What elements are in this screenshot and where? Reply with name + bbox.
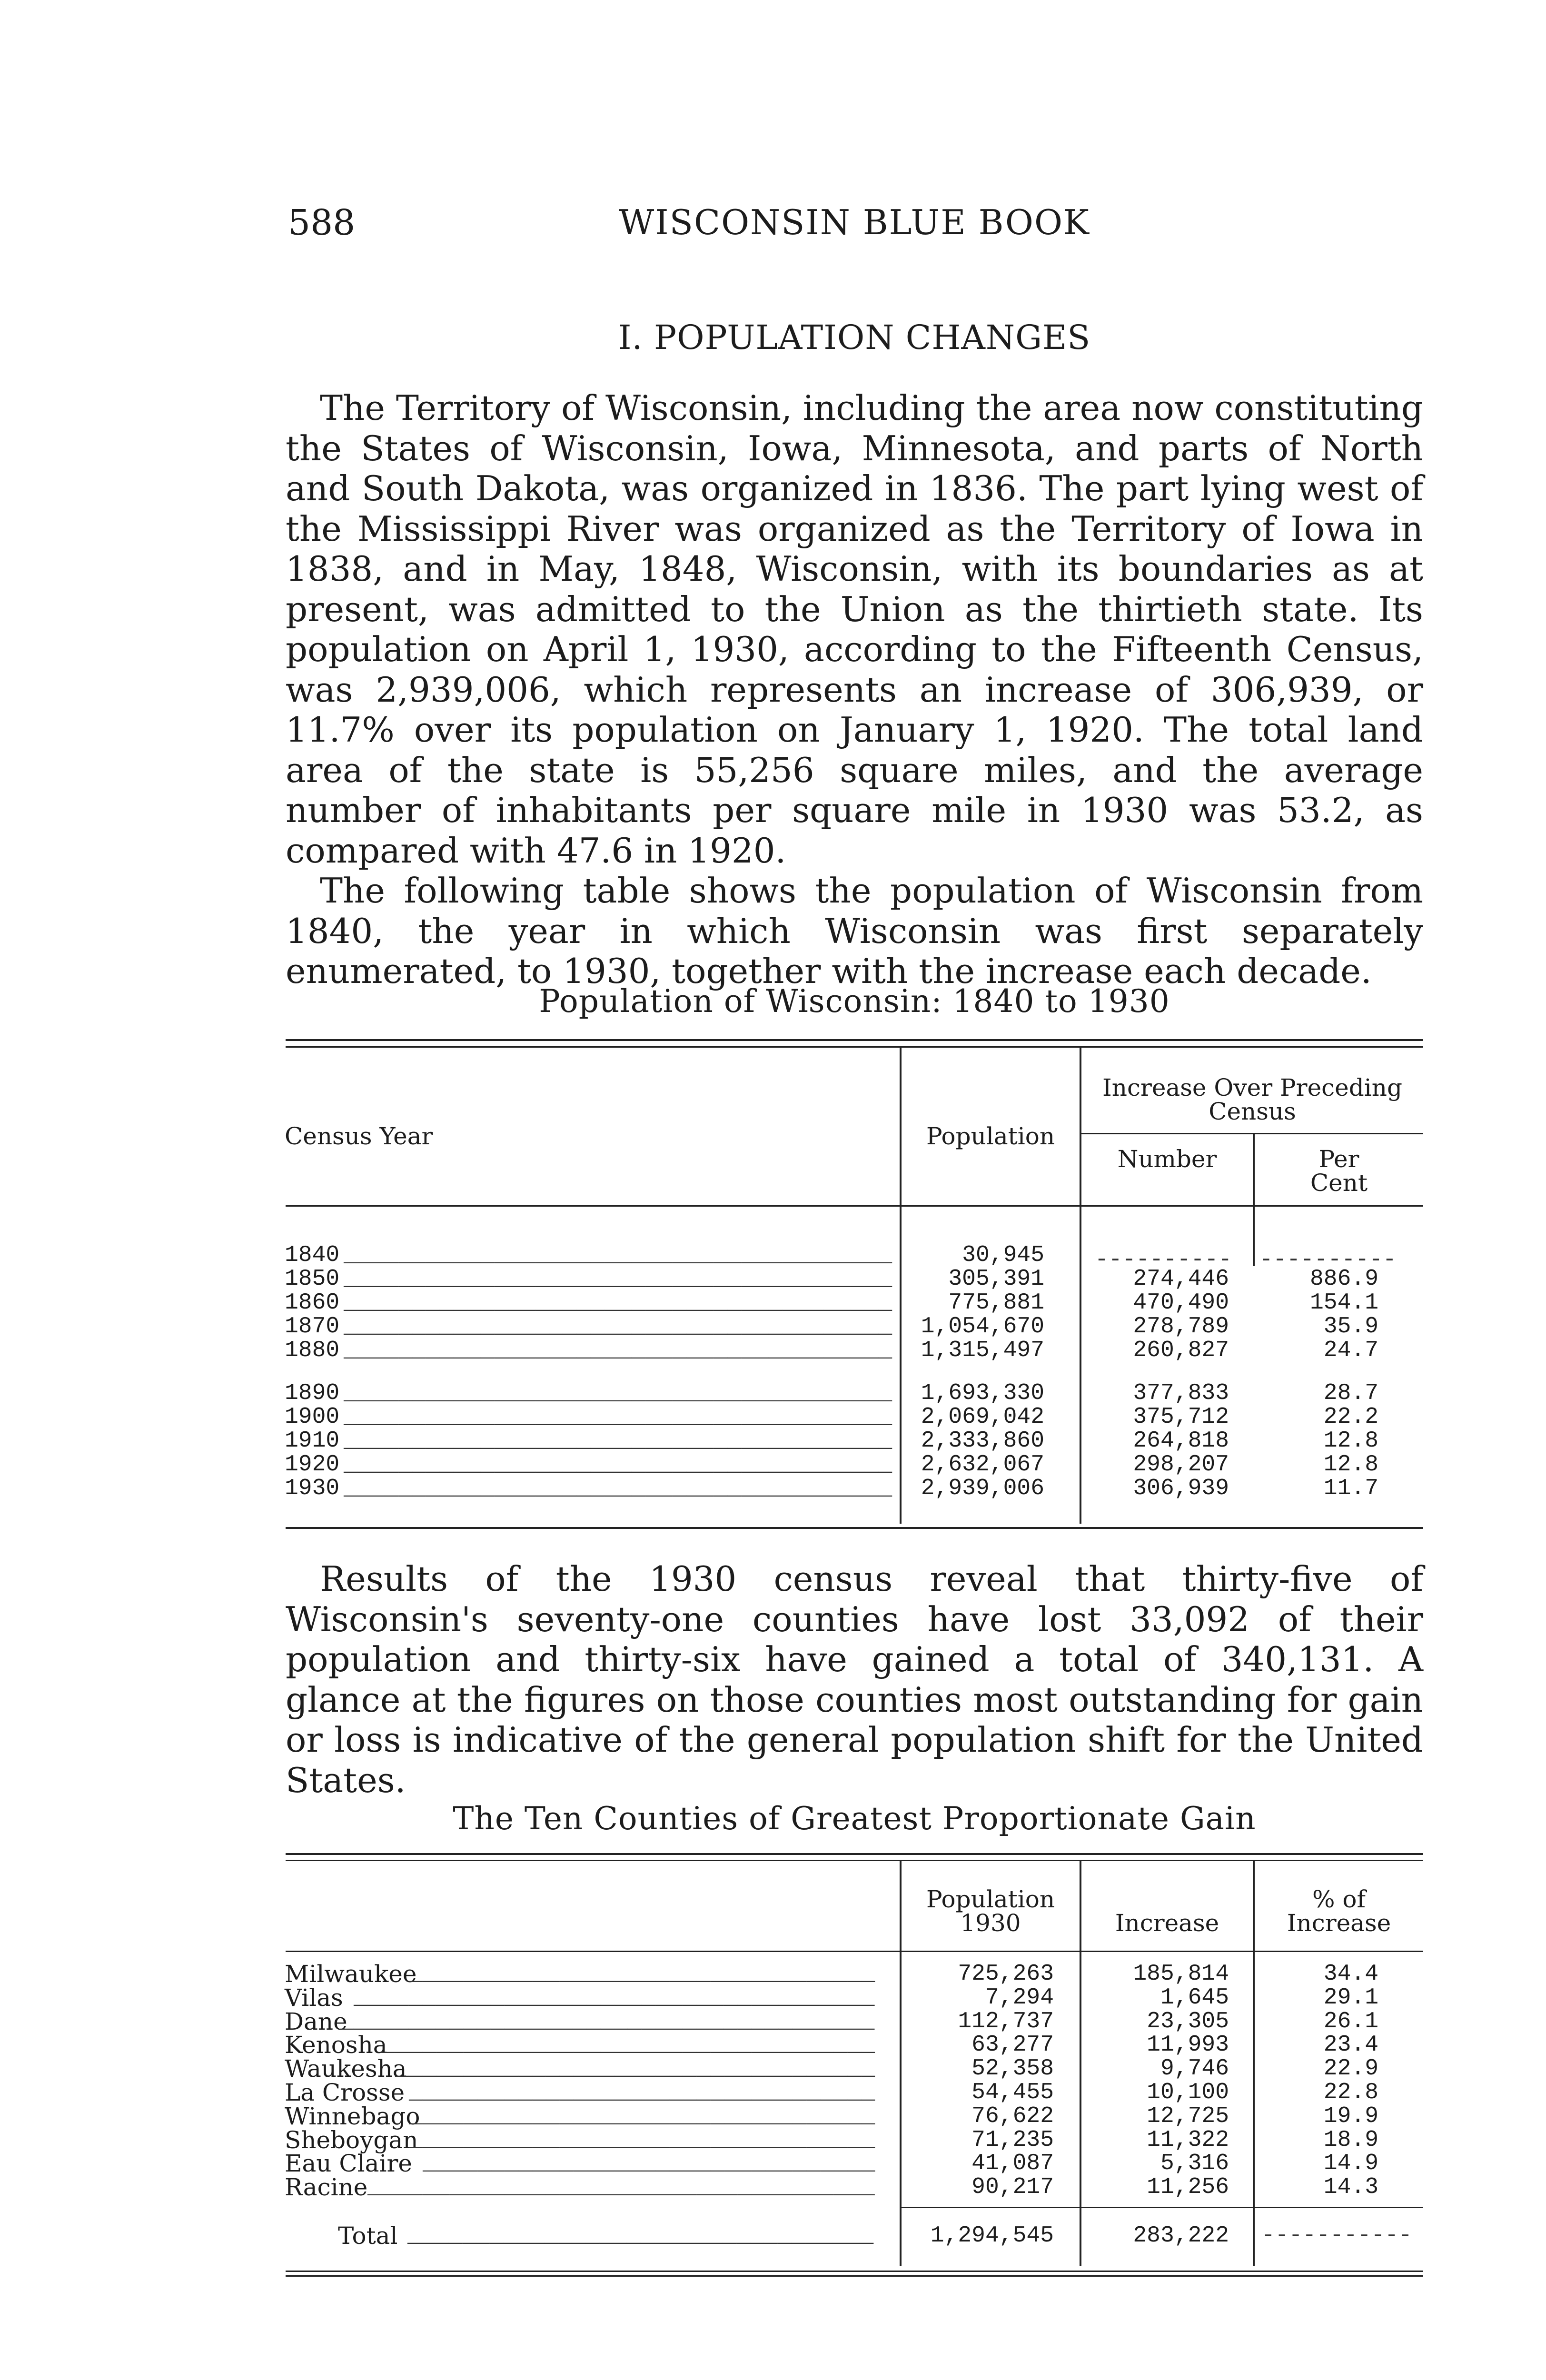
population-value: 775,881 bbox=[948, 1290, 1044, 1316]
table-row bbox=[0, 2150, 1546, 2178]
county-population: 90,217 bbox=[971, 2174, 1054, 2201]
dot-leader: ________________________________________ bbox=[344, 1314, 892, 1339]
population-value: 2,939,006 bbox=[921, 1476, 1044, 1501]
increase-percent: 886.9 bbox=[1309, 1266, 1378, 1292]
table2-bottom-rule-2 bbox=[286, 2275, 1423, 2277]
population-value: 1,693,330 bbox=[921, 1380, 1044, 1406]
intro-text bbox=[286, 388, 1423, 992]
census-year: 1920 bbox=[285, 1452, 340, 1478]
county-name: Waukesha bbox=[285, 2055, 407, 2083]
table2-col-increase: Increase bbox=[1115, 1909, 1219, 1937]
table1-top-rule bbox=[286, 1039, 1423, 1041]
county-increase: 11,993 bbox=[1147, 2032, 1229, 2058]
dot-leader: ___________________________________ bbox=[395, 2056, 875, 2082]
dot-leader: _____________________________________ bbox=[367, 2174, 875, 2201]
county-percent: 29.1 bbox=[1323, 1984, 1378, 2011]
page-header bbox=[288, 202, 1421, 255]
dot-leader: ________________________________________ bbox=[344, 1452, 892, 1478]
county-increase: 9,746 bbox=[1160, 2056, 1229, 2082]
table-row bbox=[0, 1429, 1546, 1453]
table-row bbox=[0, 1291, 1546, 1315]
population-value: 2,632,067 bbox=[921, 1452, 1044, 1478]
increase-percent: 11.7 bbox=[1323, 1476, 1378, 1501]
dot-leader: ________________________________________ bbox=[344, 1428, 892, 1454]
dot-leader: __________________________________ bbox=[409, 2103, 875, 2129]
table1-col-census-year: Census Year bbox=[285, 1122, 433, 1150]
table2-total-row bbox=[0, 2224, 1546, 2248]
census-year: 1890 bbox=[285, 1380, 340, 1406]
increase-number: 306,939 bbox=[1133, 1476, 1229, 1501]
increase-percent: 24.7 bbox=[1323, 1338, 1378, 1363]
table-row bbox=[0, 1405, 1546, 1429]
census-year: 1930 bbox=[285, 1476, 340, 1501]
table-row bbox=[0, 1381, 1546, 1405]
table2-top-rule bbox=[286, 1853, 1423, 1855]
county-percent: 34.4 bbox=[1323, 1961, 1378, 1987]
county-population: 76,622 bbox=[971, 2103, 1054, 2129]
county-percent: 26.1 bbox=[1323, 2008, 1378, 2034]
total-increase: 283,222 bbox=[1133, 2223, 1229, 2249]
dot-leader: ____________________________________ bbox=[381, 2032, 875, 2058]
county-population: 41,087 bbox=[971, 2151, 1054, 2177]
total-percent-dash: ----------- bbox=[1261, 2223, 1412, 2249]
county-percent: 14.3 bbox=[1323, 2174, 1378, 2201]
table1-col-increase-group: Increase Over Preceding Census bbox=[1102, 1074, 1402, 1125]
increase-number: 375,712 bbox=[1133, 1404, 1229, 1430]
county-percent: 23.4 bbox=[1323, 2032, 1378, 2058]
table1-col-per-cent: Per Cent bbox=[1310, 1145, 1368, 1197]
section-title: I. POPULATION CHANGES bbox=[618, 318, 1091, 357]
census-year: 1910 bbox=[285, 1428, 340, 1454]
county-name: Eau Claire bbox=[285, 2150, 412, 2178]
county-increase: 12,725 bbox=[1147, 2103, 1229, 2129]
census-year: 1870 bbox=[285, 1314, 340, 1339]
table2-total-rule bbox=[900, 2207, 1423, 2208]
table-row bbox=[0, 2007, 1546, 2035]
county-percent: 22.9 bbox=[1323, 2056, 1378, 2082]
table1-subhead-rule bbox=[1080, 1133, 1423, 1134]
table1-col-number: Number bbox=[1117, 1145, 1217, 1173]
county-increase: 185,814 bbox=[1133, 1961, 1229, 1987]
dot-leader: ________________________________________ bbox=[344, 1404, 892, 1430]
county-percent: 19.9 bbox=[1323, 2103, 1378, 2129]
dot-leader: ________________________________________ bbox=[344, 1338, 892, 1363]
table2-bottom-rule bbox=[286, 2271, 1423, 2272]
paragraph-territory-history: The Territory of Wisconsin, including the area now constituting the States of Wisconsin, Iowa, Minnesota, and parts of North and South Dakota, was organized in 1836. The part lying west of the Mississippi River was organized as the Territory of Iowa in 1838, and in May, 1848, Wisconsin, with its boundaries as at present, was admitted to the Union as the thirtieth state. Its population on April 1, 1930, according to the Fifteenth Census, was 2,939,006, which represents an increase of 306,939, or 11.7% over its population on January 1, 1920. The total land area of the state is 55,256 square miles, and the average number of inhabitants per square mile in 1930 was 53.2, as compared with 47.6 in 1920. bbox=[286, 388, 1423, 871]
dot-leader: ______________________________________ bbox=[354, 1984, 875, 2011]
county-population: 7,294 bbox=[985, 1984, 1054, 2011]
table-row bbox=[0, 2128, 1546, 2152]
increase-percent: 12.8 bbox=[1323, 1428, 1378, 1454]
dot-leader: __________________________________ bbox=[409, 2080, 875, 2105]
table-row bbox=[0, 2081, 1546, 2104]
population-value: 305,391 bbox=[948, 1266, 1044, 1292]
table-row bbox=[0, 1267, 1546, 1291]
paragraph-census-results: Results of the 1930 census reveal that thirty-five of Wisconsin's seventy-one counties have lost 33,092 of their population and thirty-six have gained a total of 340,131. A glance at the figures on those counties most outstanding for gain or loss is indicative of the general population shift for the United States. bbox=[286, 1559, 1423, 1800]
county-percent: 18.9 bbox=[1323, 2127, 1378, 2153]
county-name: Kenosha bbox=[285, 2031, 387, 2059]
table-row bbox=[0, 1242, 1546, 1273]
table-row bbox=[0, 1339, 1546, 1362]
running-title: WISCONSIN BLUE BOOK bbox=[619, 202, 1090, 242]
county-population: 63,277 bbox=[971, 2032, 1054, 2058]
county-percent: 14.9 bbox=[1323, 2151, 1378, 2177]
increase-percent: 154.1 bbox=[1309, 1290, 1378, 1316]
table2-head-rule bbox=[286, 1951, 1423, 1952]
dot-leader: __________________________________ bbox=[409, 1961, 875, 1987]
total-leader: __________________________________ bbox=[407, 2223, 874, 2249]
population-value: 2,333,860 bbox=[921, 1428, 1044, 1454]
page-number: 588 bbox=[288, 202, 356, 243]
empty-increase-dash: ---------- ---------- bbox=[1095, 1247, 1397, 1273]
table-row bbox=[0, 2057, 1546, 2081]
increase-number: 278,789 bbox=[1133, 1314, 1229, 1339]
increase-percent: 35.9 bbox=[1323, 1314, 1378, 1339]
increase-percent: 28.7 bbox=[1323, 1380, 1378, 1406]
population-value: 1,315,497 bbox=[921, 1338, 1044, 1363]
total-label: Total bbox=[338, 2222, 398, 2250]
county-population: 112,737 bbox=[958, 2008, 1054, 2034]
dot-leader: _______________________________________ bbox=[340, 2008, 875, 2034]
table-row bbox=[0, 2104, 1546, 2128]
total-population: 1,294,545 bbox=[930, 2223, 1054, 2249]
table1-bottom-rule bbox=[286, 1527, 1423, 1529]
table-row bbox=[0, 1315, 1546, 1339]
county-increase: 23,305 bbox=[1147, 2008, 1229, 2034]
table1-head-rule bbox=[286, 1205, 1423, 1207]
dot-leader: ________________________________________ bbox=[344, 1266, 892, 1292]
county-population: 54,455 bbox=[971, 2080, 1054, 2105]
county-increase: 10,100 bbox=[1147, 2080, 1229, 2105]
dot-leader: ________________________________________ bbox=[344, 1242, 892, 1268]
table-row bbox=[0, 1453, 1546, 1477]
population-value: 30,945 bbox=[962, 1242, 1044, 1268]
population-value: 1,054,670 bbox=[921, 1314, 1044, 1339]
dot-leader: ________________________________________ bbox=[344, 1380, 892, 1406]
increase-percent: 22.2 bbox=[1323, 1404, 1378, 1430]
increase-number: 470,490 bbox=[1133, 1290, 1229, 1316]
census-year: 1850 bbox=[285, 1266, 340, 1292]
county-name: La Crosse bbox=[285, 2079, 405, 2106]
table-row bbox=[0, 2173, 1546, 2202]
county-increase: 11,256 bbox=[1147, 2174, 1229, 2201]
county-population: 725,263 bbox=[958, 1961, 1054, 1987]
county-population: 52,358 bbox=[971, 2056, 1054, 2082]
dot-leader: ________________________________________ bbox=[344, 1290, 892, 1316]
county-name: Milwaukee bbox=[285, 1960, 417, 1988]
county-increase: 11,322 bbox=[1147, 2127, 1229, 2153]
table-row bbox=[0, 1477, 1546, 1500]
dot-leader: _________________________________ bbox=[423, 2151, 875, 2177]
table2-caption: The Ten Counties of Greatest Proportionate Gain bbox=[453, 1800, 1256, 1837]
population-value: 2,069,042 bbox=[921, 1404, 1044, 1430]
county-name: Sheboygan bbox=[285, 2126, 418, 2154]
county-population: 71,235 bbox=[971, 2127, 1054, 2153]
table1-caption: Population of Wisconsin: 1840 to 1930 bbox=[539, 983, 1170, 1020]
county-percent: 22.8 bbox=[1323, 2080, 1378, 2105]
dot-leader: ________________________________________ bbox=[344, 1476, 892, 1501]
increase-number: 298,207 bbox=[1133, 1452, 1229, 1478]
county-name: Winnebago bbox=[285, 2102, 420, 2130]
county-name: Vilas bbox=[285, 1983, 343, 2012]
paragraph-table-intro: The following table shows the population of Wisconsin from 1840, the year in which Wisconsin was first separately enumerated, to 1930, together with the increase each decade. bbox=[286, 871, 1423, 991]
census-year: 1880 bbox=[285, 1338, 340, 1363]
county-increase: 1,645 bbox=[1160, 1984, 1229, 2011]
table1-top-rule-2 bbox=[286, 1046, 1423, 1048]
census-year: 1860 bbox=[285, 1290, 340, 1316]
results-text bbox=[286, 1559, 1423, 1800]
table-row bbox=[0, 1962, 1546, 1986]
county-name: Racine bbox=[285, 2173, 368, 2202]
increase-percent: 12.8 bbox=[1323, 1452, 1378, 1478]
county-increase: 5,316 bbox=[1160, 2151, 1229, 2177]
increase-number: 264,818 bbox=[1133, 1428, 1229, 1454]
table2-col-pct-increase: % of Increase bbox=[1287, 1885, 1391, 1937]
census-year: 1840 bbox=[285, 1242, 340, 1268]
census-year: 1900 bbox=[285, 1404, 340, 1430]
table1-col-population: Population bbox=[926, 1122, 1055, 1150]
increase-number: 260,827 bbox=[1133, 1338, 1229, 1363]
increase-number: 377,833 bbox=[1133, 1380, 1229, 1406]
table-row bbox=[0, 1983, 1546, 2012]
county-name: Dane bbox=[285, 2007, 347, 2035]
table2-col-population: Population 1930 bbox=[926, 1885, 1055, 1937]
table-row bbox=[0, 2033, 1546, 2057]
increase-number: 274,446 bbox=[1133, 1266, 1229, 1292]
dot-leader: __________________________________ bbox=[409, 2127, 875, 2153]
